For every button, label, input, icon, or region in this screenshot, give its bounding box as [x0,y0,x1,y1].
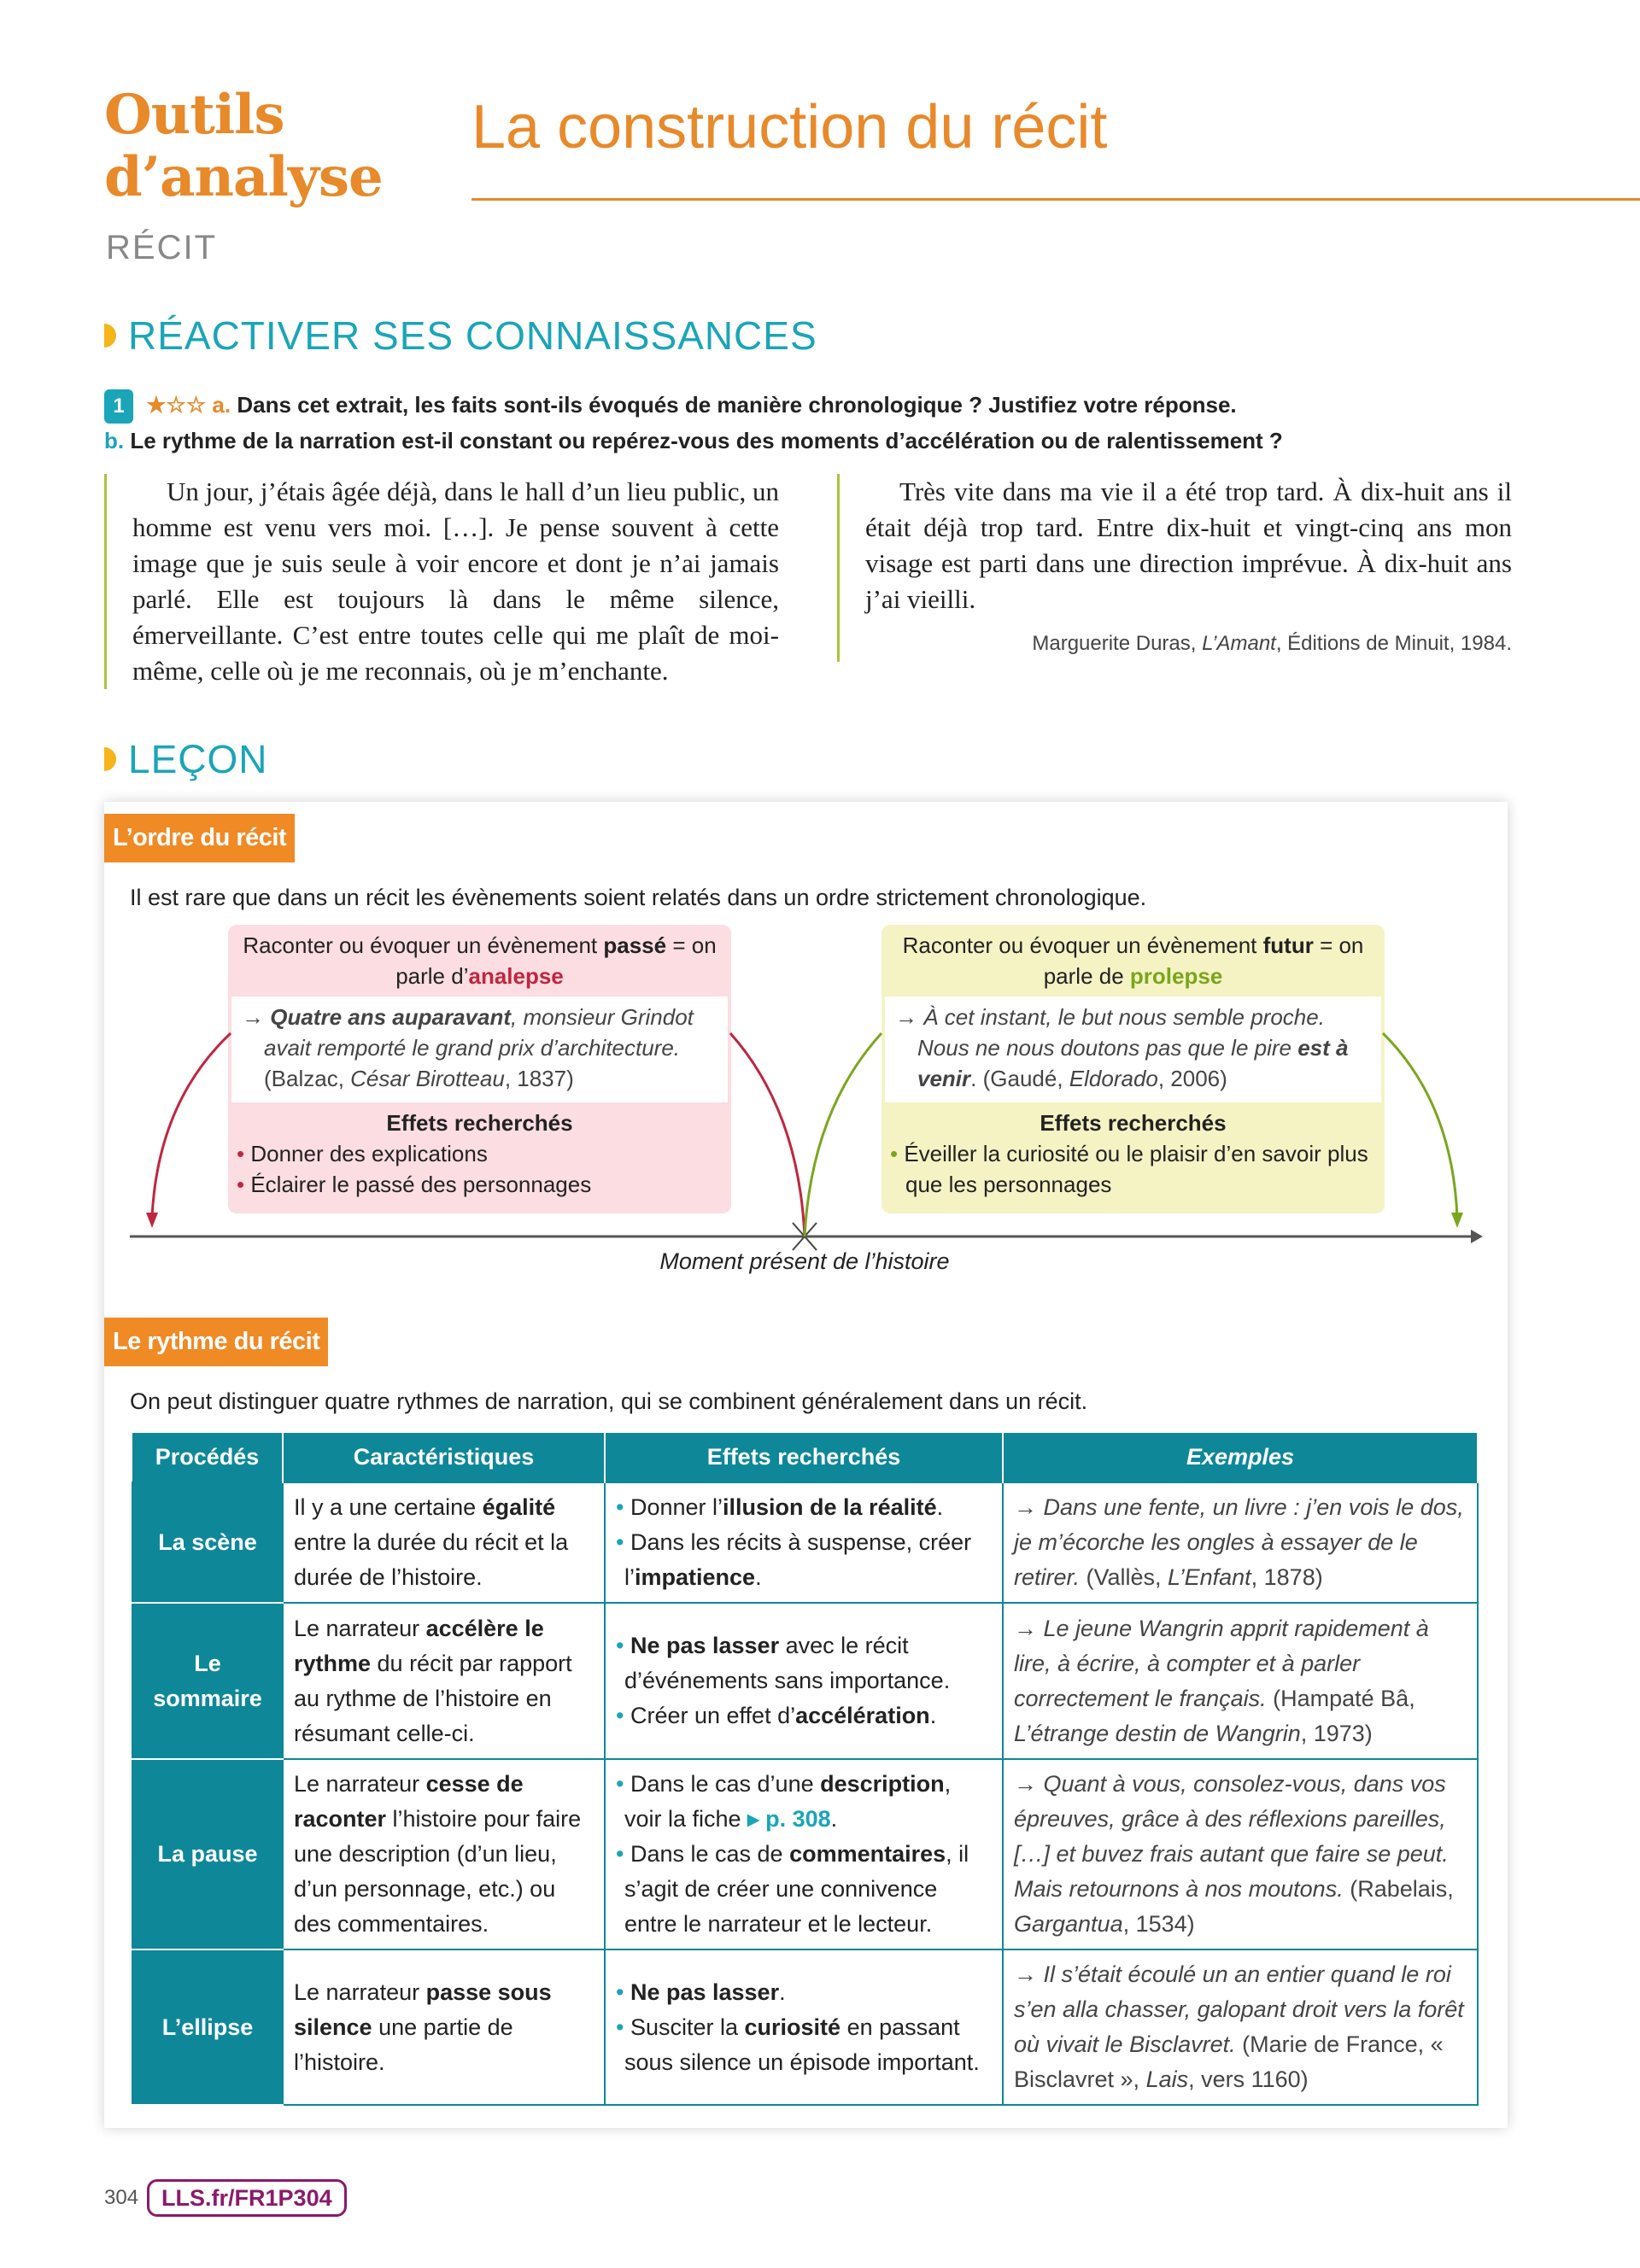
analepse-arrow-back [152,1033,231,1217]
text-segment: (Vallès, [1080,1564,1168,1590]
text-segment: impatience [635,1564,756,1590]
text-segment: → [895,1004,924,1030]
effect-item [616,1525,992,1595]
text-segment: Créer un effet d’ [630,1703,796,1728]
text-segment: Le narrateur [294,1771,426,1797]
subsection-tag-order: L’ordre du récit [104,814,295,862]
text-segment: À cet instant, le but nous semble proche. Nous ne nous doutons pas que le pire [917,1004,1325,1061]
text-segment: Le narrateur [294,1979,426,2005]
text-segment: Raconter ou évoquer un évènement [902,932,1263,958]
text-segment: commentaires [789,1841,946,1867]
text-segment: → [1014,1615,1044,1641]
text-segment: l’histoire pour faire une description (d’un lieu, d’un personnage, etc.) ou des commentaires. [294,1806,582,1937]
text-segment: en passant sous silence un épisode important. [624,2014,980,2075]
text-segment: Raconter ou évoquer un évènement [243,932,604,958]
text-segment: Le jeune Wangrin apprit rapidement à lire, à écrire, à compter et à parler correctement le français. [1014,1615,1429,1711]
timeline-label: Moment présent de l’histoire [659,1248,950,1274]
table-row [132,1759,1478,1949]
exercise-number: 1 [104,389,133,424]
text-segment: (Hampaté Bâ, [1266,1685,1415,1711]
question-a-text: Dans cet extrait, les faits sont-ils évoqués de manière chronologique ? Justifiez votre réponse. [237,392,1237,418]
text-segment: , voir la fiche [624,1771,952,1832]
effects-cell [605,1482,1003,1603]
text-segment: . [779,1979,786,2005]
prolepse-arrowhead-icon [1451,1213,1463,1228]
bullet-icon: • [616,1771,630,1797]
text-segment: prolepse [1129,963,1223,989]
question-b-text: Le rythme de la narration est-il constant ou repérez-vous des moments d’accélération ou de ralentissement ? [130,428,1283,453]
text-segment: Susciter la [630,2014,745,2040]
effects-cell [605,1759,1003,1949]
text-segment: illusion de la réalité [723,1494,937,1520]
text-segment: avec le récit d’événements sans importance. [624,1633,951,1693]
column-header: Exemples [1003,1433,1478,1482]
procede-name: La pause [132,1759,283,1949]
extract-right-text: Très vite dans ma vie il a été trop tard. À dix-huit ans il était déjà trop tard. Entre dix-huit et vingt-cinq ans mon visage est parti dans une direction imprévue. À dix-huit ans j’ai vieilli. [865,476,1512,614]
text-segment: . [755,1564,762,1590]
effect-item [616,1490,992,1525]
column-header: Procédés [132,1433,283,1482]
text-segment: , 1973) [1300,1720,1373,1746]
text-segment: analepse [468,963,564,989]
effects-cell [605,1949,1003,2105]
kicker-line2: d’analyse [104,145,383,209]
effect-item [616,1837,992,1942]
effect-item: • Éveiller la curiosité ou le plaisir d’en savoir plus que les personnages [890,1141,1368,1197]
text-segment: du récit par rapport au rythme de l’histoire en résumant celle-ci. [294,1650,572,1746]
page-number: 304 [104,2186,139,2209]
text-segment: futur [1262,932,1314,958]
text-segment: → [242,1004,271,1030]
example-cell [1003,1759,1478,1949]
effect-item [616,1628,992,1698]
bullet-icon: • [616,1494,630,1520]
text-segment: passé [603,932,667,958]
text-segment: L’Amant [1202,632,1276,655]
text-segment: L’Enfant [1168,1564,1251,1590]
text-segment: Il s’était écoulé un an entier quand le roi s’en alla chasser, galopant droit vers la forêt où vivait le Bisclavret. [1014,1961,1464,2057]
text-segment: (Marie de France, « Bisclavret », [1014,2031,1444,2092]
effect-text: Éveiller la curiosité ou le plaisir d’en savoir plus que les personnages [904,1141,1368,1197]
text-segment: accélération [795,1703,930,1728]
text-segment: (Balzac, [264,1066,351,1091]
text-segment: Marguerite Duras, [1032,632,1203,655]
text-segment: Le narrateur [294,1615,426,1641]
procede-name: L’ellipse [132,1949,283,2105]
extract-left-text: Un jour, j’étais âgée déjà, dans le hall d’un lieu public, un homme est venu vers moi. […]. Je pense souvent à cette image que je suis seule à voir encore et dont je n’ai jamais parlé. Elle est toujours là dans le même silence, émerveillante. C’est entre toutes celle qui me plaît de moi-même, celle où je me reconnais, où je m’enchante. [132,476,779,686]
text-segment: , 1878) [1250,1564,1323,1590]
text-segment: . (Gaudé, [970,1066,1069,1091]
difficulty-stars-icon: ★☆☆ [146,392,207,418]
text-segment: . [929,1703,937,1728]
category-label: RÉCIT [106,229,217,266]
text-segment: Donner l’ [630,1494,723,1520]
text-segment: , 1837) [504,1066,574,1091]
characteristics-cell [283,1603,605,1759]
bullet-icon: • [616,1633,630,1658]
analepse-arrowhead-icon [146,1213,158,1228]
text-segment: Ne pas lasser [630,1633,780,1658]
prolepse-arrow-forward [1383,1033,1457,1217]
characteristics-cell [283,1482,605,1603]
table-row [132,1603,1478,1759]
example-cell [1003,1949,1478,2105]
effect-text: Éclairer le passé des personnages [250,1172,592,1197]
resource-link[interactable]: LLS.fr/FR1P304 [147,2179,347,2217]
text-segment: une partie de l’histoire. [294,2014,513,2075]
table-row [132,1949,1478,2105]
text-segment: Dans les récits à suspense, créer l’ [624,1529,972,1590]
text-segment: Ne pas lasser [630,1979,780,2005]
page-reference-link[interactable]: ▸ p. 308 [747,1806,831,1832]
procede-name: Le sommaire [132,1603,283,1759]
effects-title: Effets recherchés [386,1110,573,1136]
bullet-icon: • [616,1979,630,2005]
text-segment: Lais [1145,2066,1189,2092]
page-footer [104,2179,347,2217]
timeline-arrowhead-icon [1471,1230,1483,1243]
rhythm-intro: On peut distinguer quatre rythmes de narration, qui se combinent généralement dans un récit. [130,1388,1088,1414]
effect-item [616,1767,992,1837]
effects-title: Effets recherchés [1040,1110,1227,1136]
effect-item: • Éclairer le passé des personnages [237,1172,592,1197]
text-segment: accélère le rythme [294,1615,544,1676]
text-segment: Quatre ans auparavant [270,1004,512,1030]
text-segment: curiosité [744,2014,841,2040]
order-intro: Il est rare que dans un récit les évènements soient relatés dans un ordre strictement chronologique. [130,885,1147,910]
question-b-label: b. [104,428,125,453]
text-segment: Dans le cas de [630,1841,790,1867]
example-cell [1003,1482,1478,1603]
example-cell [1003,1603,1478,1759]
text-segment: , 1534) [1122,1911,1195,1937]
text-segment: = on parle de [1043,932,1364,989]
bullet-icon: • [616,1841,630,1867]
section-title: RÉACTIVER SES CONNAISSANCES [128,313,817,358]
effect-item [616,2010,992,2080]
table-row [132,1482,1478,1603]
bullet-icon: • [616,1703,630,1728]
text-segment: = on parle d’ [395,932,717,989]
text-segment: César Birotteau [350,1066,505,1091]
text-segment: cesse de raconter [294,1771,524,1832]
characteristics-cell [283,1759,605,1949]
rhythm-table [132,1433,1479,2106]
text-segment: , 2006) [1157,1066,1227,1091]
text-segment: Il y a une certaine [294,1494,483,1520]
effect-item [616,1698,992,1733]
text-segment: . [830,1806,838,1832]
question-a-label: a. [212,392,231,418]
bullet-icon: • [616,2014,630,2040]
text-segment: égalité [482,1494,556,1520]
page-title: La construction du récit [472,93,1108,161]
text-segment: . [936,1494,944,1520]
text-segment: description [820,1771,945,1797]
effects-cell [605,1603,1003,1759]
section-title: LEÇON [128,737,268,781]
text-segment: , monsieur Grindot avait remporté le grand prix d’architecture. [264,1004,694,1061]
text-segment: entre la durée du récit et la durée de l’histoire. [294,1529,569,1590]
text-segment: → [1014,1771,1044,1797]
column-header: Effets recherchés [605,1433,1003,1482]
text-segment: , Éditions de Minuit, 1984. [1275,632,1512,655]
text-segment: (Rabelais, [1343,1876,1454,1902]
effect-item [616,1975,992,2010]
text-segment: Dans le cas d’une [630,1771,821,1797]
text-segment: est à venir [917,1035,1349,1091]
effect-item: • Donner des explications [237,1141,488,1166]
characteristics-cell [283,1949,605,2105]
text-segment: Eldorado [1069,1066,1158,1091]
text-segment: , il s’agit de créer une connivence entre le narrateur et le lecteur. [624,1841,969,1937]
text-segment: → [1014,1961,1044,1987]
text-segment: Quant à vous, consolez-vous, dans vos épreuves, grâce à des réflexions pareilles, […] et buvez frais autant que faire se peut. Mais retournons à nos moutons. [1014,1771,1449,1902]
column-header: Caractéristiques [283,1433,605,1482]
kicker-line1: Outils [104,83,284,147]
text-segment: , vers 1160) [1188,2066,1309,2092]
analepse-arc-from-present [730,1033,805,1236]
subsection-tag-rhythm: Le rythme du récit [104,1318,328,1366]
effect-text: Donner des explications [250,1141,488,1166]
text-segment: L’étrange destin de Wangrin [1014,1720,1301,1746]
text-segment: Dans une fente, un livre : j’en vois le dos, je m’écorche les ongles à essayer de le retirer. [1014,1494,1464,1590]
prolepse-arc-from-present [805,1033,882,1236]
text-segment: → [1014,1494,1044,1520]
bullet-icon: • [616,1529,630,1555]
table-header-row [132,1433,1478,1482]
text-segment: Gargantua [1014,1911,1123,1937]
procede-name: La scène [132,1482,283,1603]
text-segment: passe sous silence [294,1979,552,2040]
